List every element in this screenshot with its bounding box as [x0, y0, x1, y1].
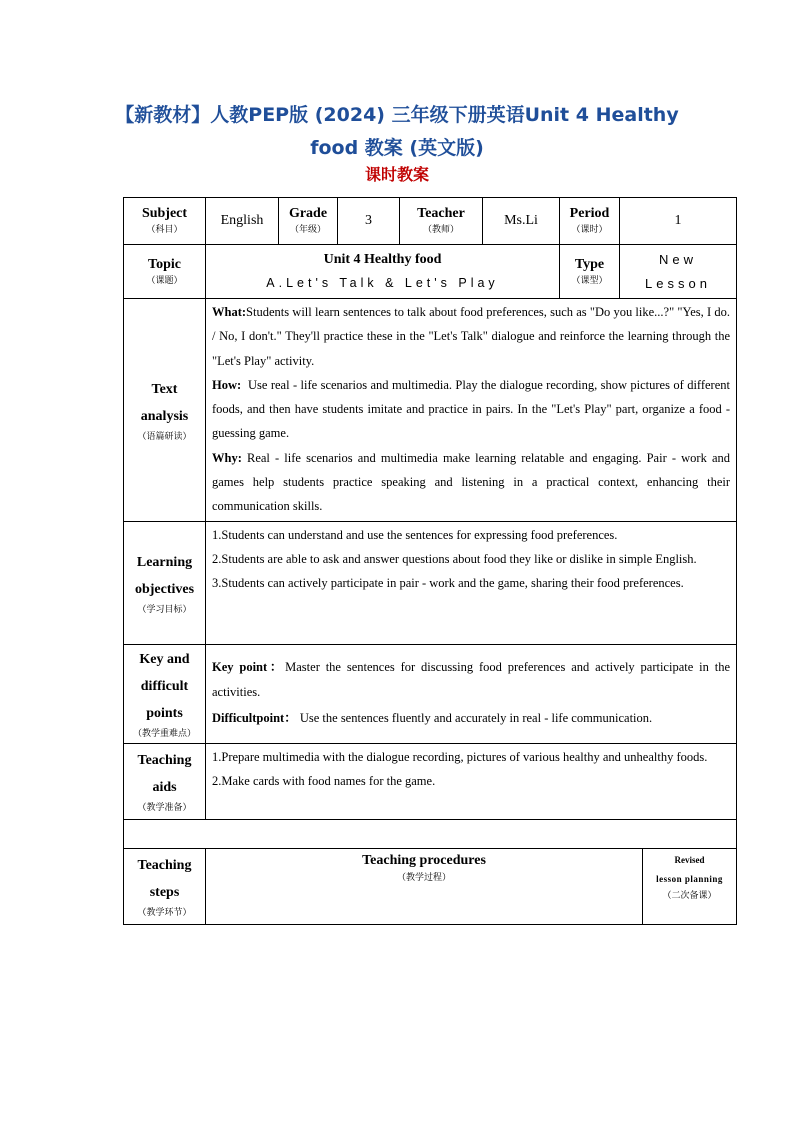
key-point-paragraph: Key point：Master the sentences for discussing food preferences and actively participate in the activities. [212, 659, 730, 700]
key-points-content [206, 644, 737, 743]
teacher-label-cell: Teacher （教师） [400, 198, 483, 245]
key-points-label-cell: Key and difficult points （教学重难点） [124, 644, 206, 743]
topic-label-cell: Topic （课题） [124, 245, 206, 299]
procedures-header-row [124, 848, 737, 924]
blank-row [124, 819, 737, 848]
type-value-line2: Lesson [645, 275, 711, 291]
document-title-line1: 【新教材】人教PEP版 (2024) 三年级下册英语Unit 4 Healthy [115, 104, 679, 126]
blank-cell [124, 819, 737, 848]
learning-objectives-label-cell: Learning objectives （学习目标） [124, 521, 206, 644]
grade-value: 3 [338, 198, 400, 245]
revised-lesson-planning-cell: Revised lesson planning （二次备课） [643, 848, 737, 924]
type-value-line1: New [658, 251, 697, 267]
teaching-aids-content [206, 743, 737, 819]
difficult-point-paragraph: Difficultpoint： Use the sentences fluently and accurately in real - life communication. [212, 710, 653, 725]
subject-value: English [206, 198, 279, 245]
learning-objectives-content [206, 521, 737, 644]
objective-item: 3.Students can actively participate in pair - work and the game, sharing their food preferences. [212, 576, 684, 591]
type-value-cell [620, 245, 737, 299]
text-analysis-row [124, 299, 737, 522]
period-label-cell: Period （课时） [560, 198, 620, 245]
grade-label-cell: Grade （年级） [279, 198, 338, 245]
topic-title: Unit 4 Healthy food [323, 251, 442, 267]
text-analysis-label-cell: Text analysis （语篇研读） [124, 299, 206, 522]
objective-item: 2.Students are able to ask and answer questions about food they like or dislike in simple English. [212, 551, 697, 566]
document-title-line2: food 教案 (英文版) [310, 137, 484, 159]
text-analysis-content [206, 299, 737, 522]
key-points-row [124, 644, 737, 743]
teacher-value: Ms.Li [483, 198, 560, 245]
why-paragraph: Why: Real - life scenarios and multimedia make learning relatable and engaging. Pair - work and games help students practice speaking and listening in a practical context, enhancing their communication skills. [212, 450, 730, 514]
type-label-cell: Type （课型） [560, 245, 620, 299]
subject-label-cell: Subject （科目） [124, 198, 206, 245]
objective-item: 1.Students can understand and use the sentences for expressing food preferences. [212, 527, 618, 542]
learning-objectives-row [124, 521, 737, 644]
how-paragraph: How: Use real - life scenarios and multimedia. Play the dialogue recording, show pictures of different foods, and then have students imitate and practice in pairs. In the "Let's Play" part, organize a food - guessing game. [212, 377, 734, 441]
lesson-plan-table [123, 197, 737, 925]
what-paragraph: What:Students will learn sentences to talk about food preferences, such as "Do you like...?" "Yes, I do. / No, I don't." They'll practice these in the "Let's Talk" dialogue and reinforce the learning through the "Let's Play" activity. [212, 305, 730, 368]
teaching-steps-label-cell: Teaching steps （教学环节） [124, 848, 206, 924]
topic-value-cell [206, 245, 560, 299]
aid-item: 2.Make cards with food names for the game. [212, 773, 436, 788]
topic-row [124, 245, 737, 299]
header-row [124, 198, 737, 245]
teaching-procedures-label-cell: Teaching procedures （教学过程） [206, 848, 643, 924]
teaching-aids-row [124, 743, 737, 819]
document-subtitle: 课时教案 [364, 165, 429, 184]
aid-item: 1.Prepare multimedia with the dialogue recording, pictures of various healthy and unhealthy foods. [212, 749, 708, 764]
teaching-aids-label-cell: Teaching aids （教学准备） [124, 743, 206, 819]
period-value: 1 [620, 198, 737, 245]
topic-subtitle: A.Let's Talk & Let's Play [266, 275, 499, 290]
